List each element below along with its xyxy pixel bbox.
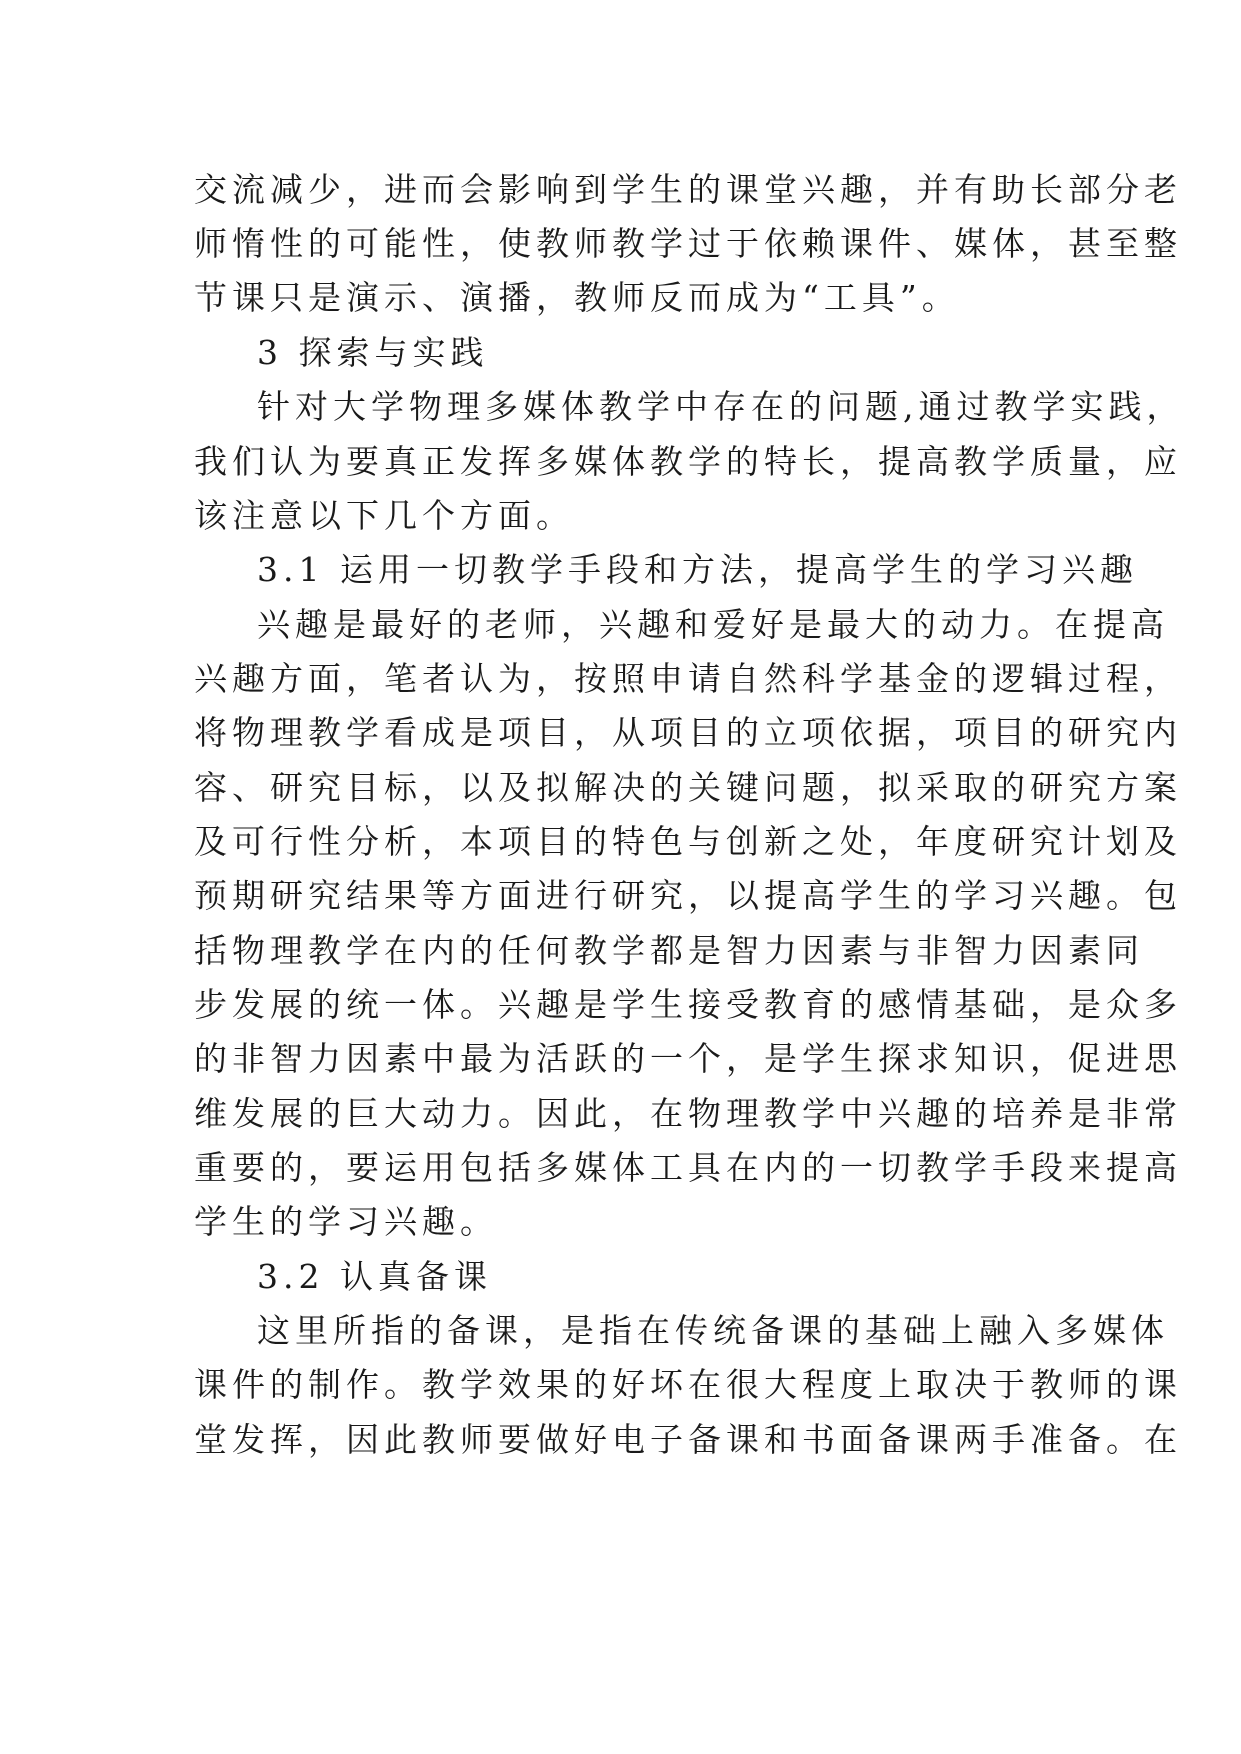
text-line: 节课只是演示、演播，教师反而成为“工具”。 <box>194 278 960 317</box>
text-line: 学生的学习兴趣。 <box>194 1202 498 1241</box>
text-line: 预期研究结果等方面进行研究，以提高学生的学习兴趣。包 <box>194 876 1182 915</box>
text-line: 维发展的巨大动力。因此，在物理教学中兴趣的培养是非常 <box>194 1094 1182 1133</box>
text-line: 重要的，要运用包括多媒体工具在内的一切教学手段来提高 <box>194 1148 1182 1187</box>
text-line: 课件的制作。教学效果的好坏在很大程度上取决于教师的课 <box>194 1365 1182 1404</box>
text-line: 师惰性的可能性，使教师教学过于依赖课件、媒体，甚至整 <box>194 224 1182 263</box>
text-line: 针对大学物理多媒体教学中存在的问题,通过教学实践， <box>257 387 1185 426</box>
text-line: 括物理教学在内的任何教学都是智力因素与非智力因素同 <box>194 931 1144 970</box>
section-heading: 3 探索与实践 <box>257 333 489 372</box>
text-line: 我们认为要真正发挥多媒体教学的特长，提高教学质量，应 <box>194 442 1182 481</box>
subsection-heading: 3.2 认真备课 <box>257 1257 492 1296</box>
text-line: 堂发挥，因此教师要做好电子备课和书面备课两手准备。在 <box>194 1420 1182 1459</box>
text-line: 容、研究目标，以及拟解决的关键问题，拟采取的研究方案 <box>194 768 1182 807</box>
text-line: 交流减少，进而会影响到学生的课堂兴趣，并有助长部分老 <box>194 170 1182 209</box>
text-line: 及可行性分析，本项目的特色与创新之处，年度研究计划及 <box>194 822 1182 861</box>
text-line: 这里所指的备课，是指在传统备课的基础上融入多媒体 <box>257 1311 1169 1350</box>
text-line: 该注意以下几个方面。 <box>194 496 574 535</box>
text-line: 将物理教学看成是项目，从项目的立项依据，项目的研究内 <box>194 713 1182 752</box>
text-line: 的非智力因素中最为活跃的一个，是学生探求知识，促进思 <box>194 1039 1182 1078</box>
subsection-heading: 3.1 运用一切教学手段和方法，提高学生的学习兴趣 <box>257 550 1138 589</box>
text-line: 兴趣方面，笔者认为，按照申请自然科学基金的逻辑过程， <box>194 659 1182 698</box>
text-line: 兴趣是最好的老师，兴趣和爱好是最大的动力。在提高 <box>257 605 1169 644</box>
text-line: 步发展的统一体。兴趣是学生接受教育的感情基础，是众多 <box>194 985 1182 1024</box>
